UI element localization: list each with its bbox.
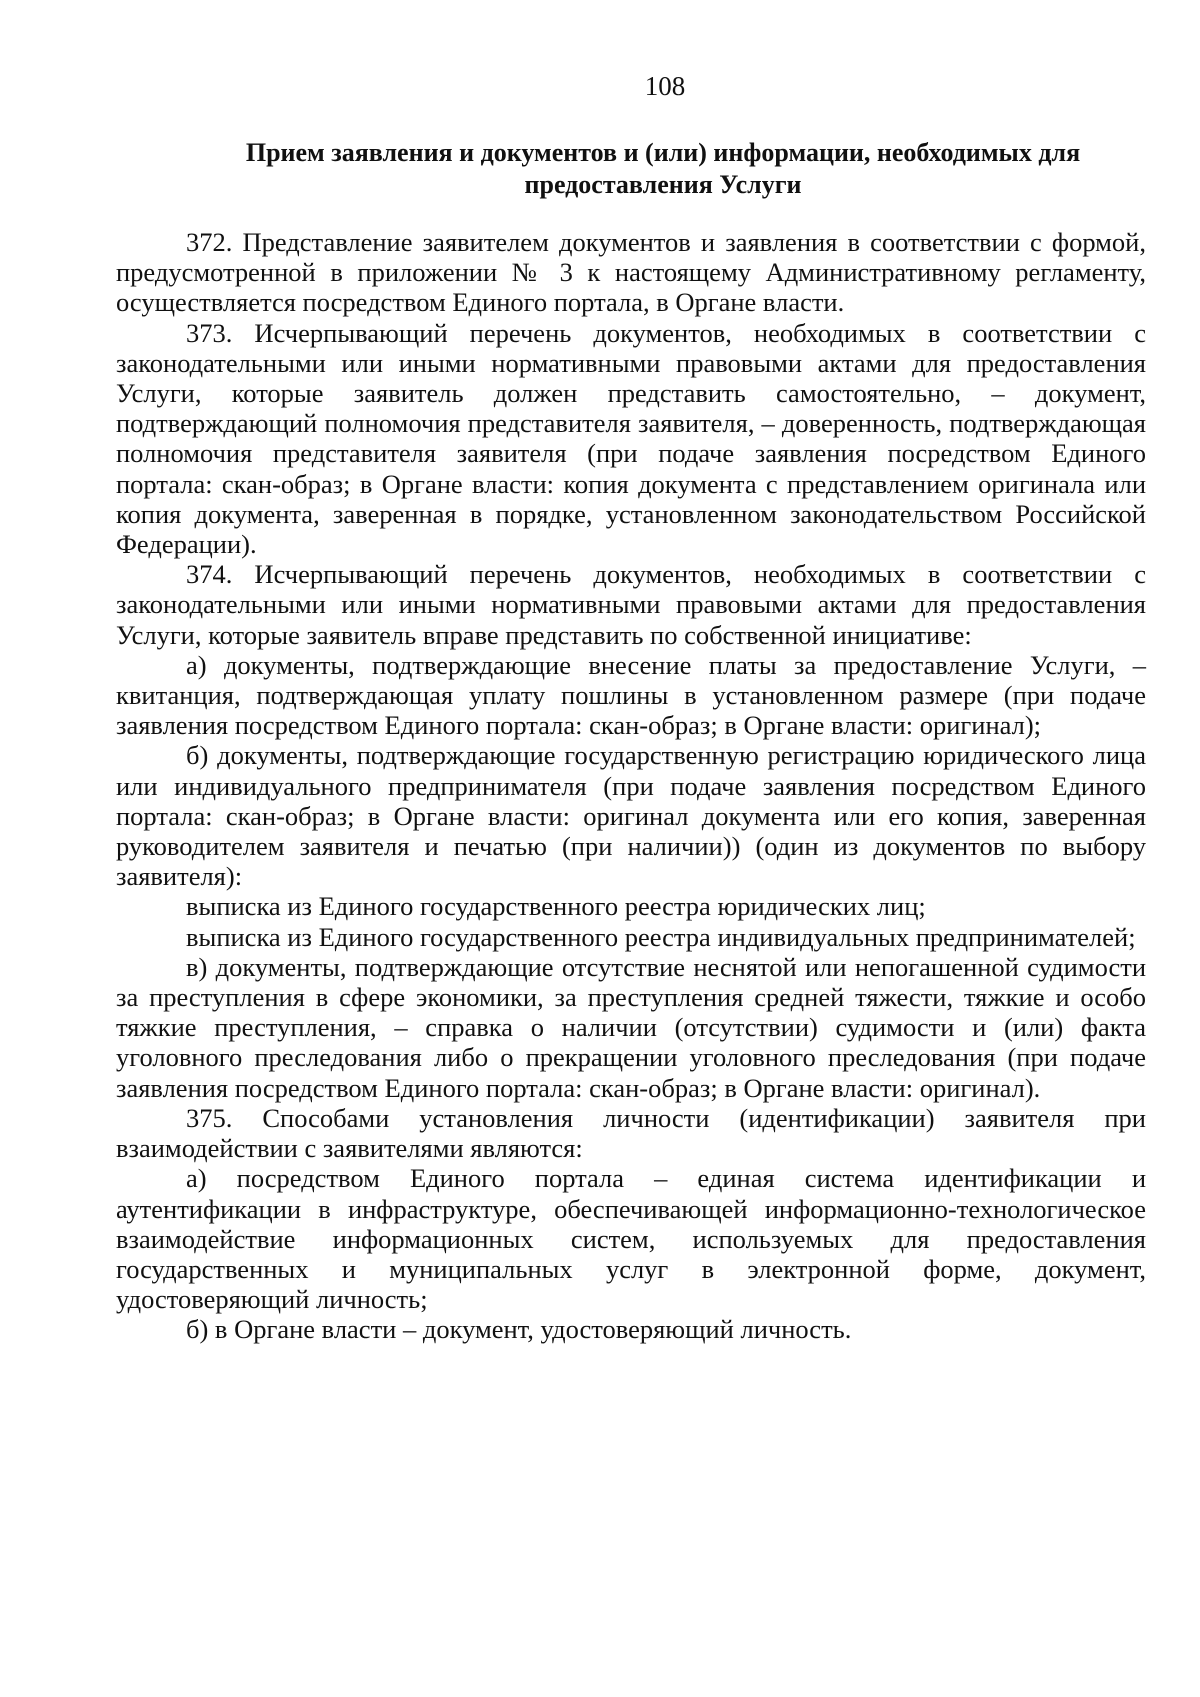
paragraph-375-b: б) в Органе власти – документ, удостоверяющий личность. [186, 1314, 852, 1345]
paragraph-extract-legal-entities: выписка из Единого государственного реестра юридических лиц; [186, 891, 926, 922]
paragraph-375: 375. Способами установления личности (идентификации) заявителя при взаимодействии с заявителями являются: [116, 1102, 1146, 1164]
paragraph-374-v: в) документы, подтверждающие отсутствие неснятой или непогашенной судимости за преступления в сфере экономики, за преступления средней тяжести, тяжкие и особо тяжкие преступления, – справка о наличии (отсутствии) судимости и (или) факта уголовного преследования либо о прекращении уголовного преследования (при подаче заявления посредством Единого портала: скан-образ; в Органе власти: оригинал). [116, 951, 1146, 1103]
section-heading [210, 137, 1116, 201]
paragraph-374-b: б) документы, подтверждающие государственную регистрацию юридического лица или индивидуального предпринимателя (при подаче заявления посредством Единого портала: скан-образ; в Органе власти: оригинал документа или его копия, заверенная руководителем заявителя и печатью (при наличии)) (один из документов по выбору заявителя): [116, 740, 1146, 892]
heading-line-2: предоставления Услуги [524, 170, 802, 199]
paragraph-374: 374. Исчерпывающий перечень документов, необходимых в соответствии с законодательными или иными нормативными правовыми актами для предоставления Услуги, которые заявитель вправе представить по собственной инициативе: [116, 559, 1146, 650]
paragraph-375-a: а) посредством Единого портала – единая система идентификации и аутентификации в инфраструктуре, обеспечивающей информационно-технологическое взаимодействие информационных систем, используемых для предоставления государственных и муниципальных услуг в электронной форме, документ, удостоверяющий личность; [116, 1163, 1146, 1315]
body-text [116, 227, 1146, 1345]
paragraph-372: 372. Представление заявителем документов и заявления в соответствии с формой, предусмотренной в приложении № 3 к настоящему Административному регламенту, осуществляется посредством Единого портала, в Органе власти. [116, 227, 1146, 318]
paragraph-374-a: а) документы, подтверждающие внесение платы за предоставление Услуги, – квитанция, подтверждающая уплату пошлины в установленном размере (при подаче заявления посредством Единого портала: скан-образ; в Органе власти: оригинал); [116, 649, 1146, 741]
heading-line-1: Прием заявления и документов и (или) информации, необходимых для [245, 138, 1081, 167]
page-number: 108 [644, 71, 686, 101]
paragraph-373: 373. Исчерпывающий перечень документов, необходимых в соответствии с законодательными или иными нормативными правовыми актами для предоставления Услуги, которые заявитель должен представить самостоятельно, – документ, подтверждающий полномочия представителя заявителя, – доверенность, подтверждающая полномочия представителя заявителя (при подаче заявления посредством Единого портала: скан-образ; в Органе власти: копия документа с представлением оригинала или копия документа, заверенная в порядке, установленном законодательством Российской Федерации). [116, 317, 1146, 560]
paragraph-extract-entrepreneurs: выписка из Единого государственного реестра индивидуальных предпринимателей; [186, 921, 1136, 952]
